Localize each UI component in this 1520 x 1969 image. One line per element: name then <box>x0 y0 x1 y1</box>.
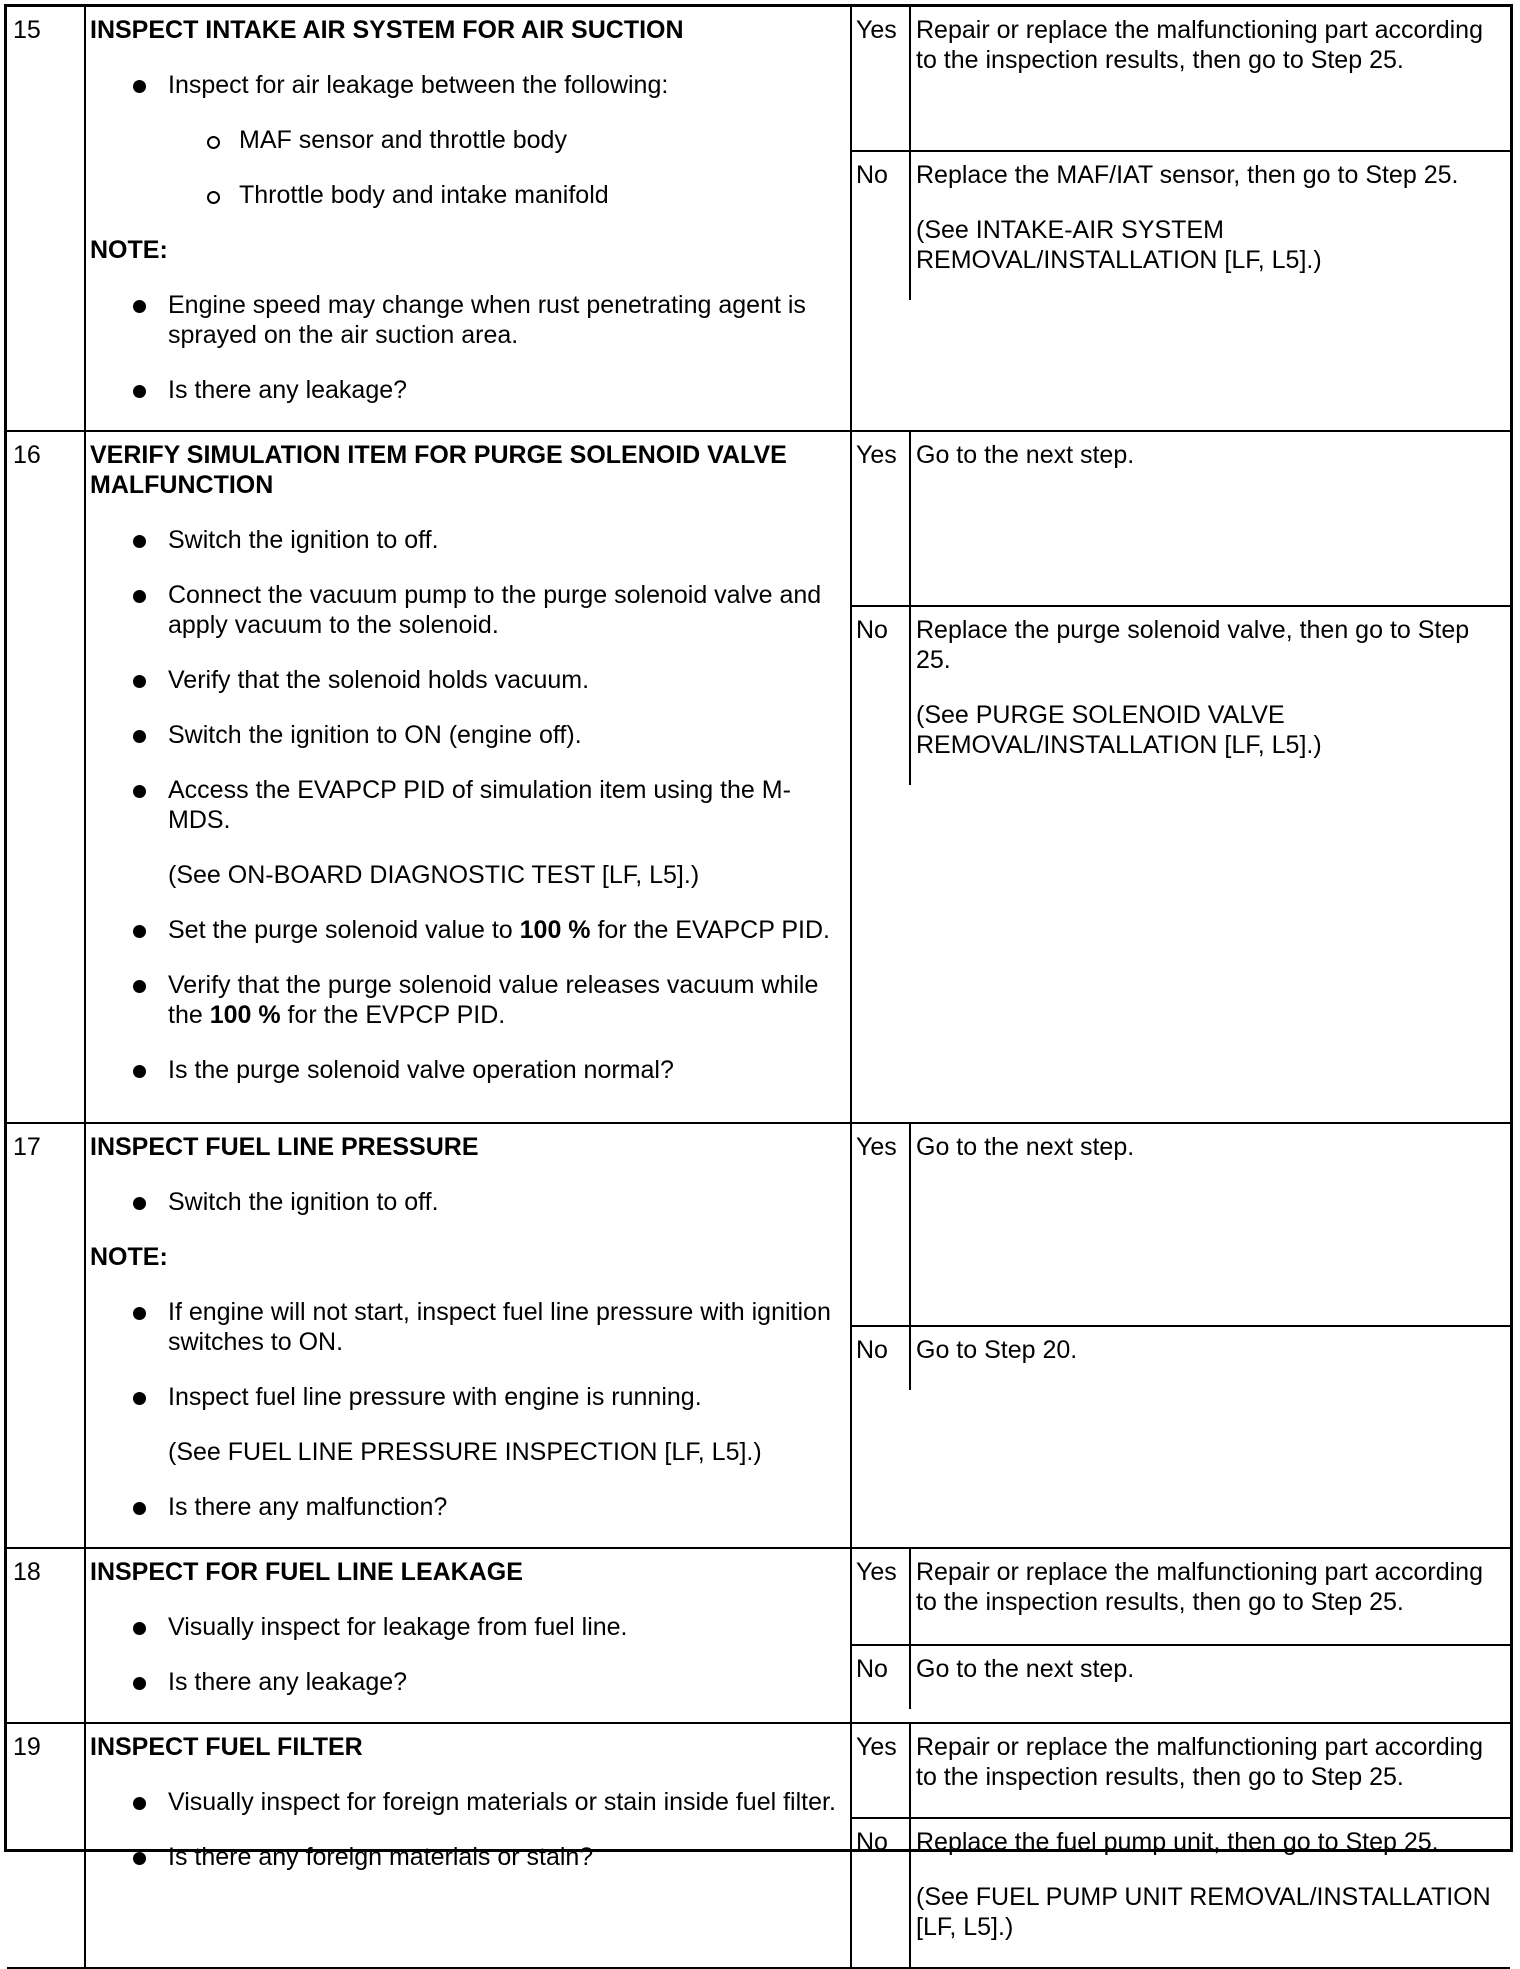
sub-bullet-item: MAF sensor and throttle body <box>90 125 846 155</box>
no-action <box>910 1326 1510 1390</box>
bullet-item: Verify that the solenoid holds vacuum. <box>90 665 846 695</box>
step-procedure <box>85 7 851 431</box>
yes-action-text: Go to the next step. <box>916 441 1135 469</box>
step-title: INSPECT FUEL LINE PRESSURE <box>90 1133 479 1161</box>
bullet-item <box>90 915 846 945</box>
no-result-row <box>852 151 1510 300</box>
no-label: No <box>852 606 910 785</box>
result-table <box>852 432 1510 785</box>
sub-bullet-item: Throttle body and intake manifold <box>90 180 846 210</box>
yes-action <box>910 432 1510 606</box>
yes-action <box>910 1724 1510 1818</box>
no-action <box>910 151 1510 300</box>
no-action-text: Go to Step 20. <box>916 1336 1078 1364</box>
step-number: 17 <box>7 1123 85 1548</box>
bullet-item: Is there any leakage? <box>90 375 846 405</box>
yes-result-row <box>852 1549 1510 1645</box>
yes-label: Yes <box>852 1549 910 1645</box>
reference-text: (See ON-BOARD DIAGNOSTIC TEST [LF, L5].) <box>168 861 700 889</box>
no-action-text: Replace the fuel pump unit, then go to Step 25. <box>916 1828 1439 1856</box>
step-row-17 <box>7 1123 1510 1548</box>
bullet-item: Connect the vacuum pump to the purge solenoid valve and apply vacuum to the solenoid. <box>90 580 846 640</box>
yes-action-text: Repair or replace the malfunctioning part according to the inspection results, then go to Step 25. <box>916 1558 1483 1616</box>
step-title: INSPECT FUEL FILTER <box>90 1733 363 1761</box>
bullet-item: If engine will not start, inspect fuel line pressure with ignition switches to ON. <box>90 1297 846 1357</box>
step-procedure <box>85 1123 851 1548</box>
no-action <box>910 1645 1510 1709</box>
bullet-item: Switch the ignition to off. <box>90 1187 846 1217</box>
no-result-row <box>852 1645 1510 1709</box>
no-result-row <box>852 606 1510 785</box>
yes-action-text: Repair or replace the malfunctioning part according to the inspection results, then go to Step 25. <box>916 1733 1483 1791</box>
step-procedure <box>85 1723 851 1968</box>
step-results <box>851 7 1510 431</box>
bullet-item: Switch the ignition to ON (engine off). <box>90 720 846 750</box>
bullet-item: Is there any malfunction? <box>90 1492 846 1522</box>
yes-result-row <box>852 7 1510 151</box>
no-action-text: Go to the next step. <box>916 1655 1135 1683</box>
no-label: No <box>852 1326 910 1390</box>
diagnostic-procedure-sheet <box>4 4 1513 1941</box>
bullet-item: Visually inspect for foreign materials or stain inside fuel filter. <box>90 1787 846 1817</box>
yes-result-row <box>852 1724 1510 1818</box>
step-number: 18 <box>7 1548 85 1723</box>
bold-value: 100 % <box>209 1001 281 1029</box>
yes-result-row <box>852 1124 1510 1326</box>
no-action <box>910 606 1510 785</box>
bold-value: 100 % <box>519 916 591 944</box>
step-row-19 <box>7 1723 1510 1968</box>
diagnostic-procedure-table <box>7 7 1510 1969</box>
step-results <box>851 1723 1510 1968</box>
step-number: 16 <box>7 431 85 1123</box>
bullet-text: for the EVAPCP PID. <box>590 916 830 944</box>
no-result-row <box>852 1326 1510 1390</box>
bullet-item: Access the EVAPCP PID of simulation item using the M-MDS. <box>90 775 846 835</box>
no-action-reference: (See PURGE SOLENOID VALVE REMOVAL/INSTALLATION [LF, L5].) <box>916 701 1322 759</box>
yes-action-text: Go to the next step. <box>916 1133 1135 1161</box>
reference-text: (See FUEL LINE PRESSURE INSPECTION [LF, L5].) <box>168 1438 762 1466</box>
bullet-item <box>90 970 846 1030</box>
yes-action-text: Repair or replace the malfunctioning part according to the inspection results, then go to Step 25. <box>916 16 1483 74</box>
yes-label: Yes <box>852 1724 910 1818</box>
step-title: VERIFY SIMULATION ITEM FOR PURGE SOLENOID VALVE MALFUNCTION <box>90 441 787 499</box>
no-action-text: Replace the MAF/IAT sensor, then go to Step 25. <box>916 161 1459 189</box>
result-table <box>852 1549 1510 1709</box>
no-label: No <box>852 151 910 300</box>
yes-action <box>910 1549 1510 1645</box>
yes-label: Yes <box>852 432 910 606</box>
step-results <box>851 1123 1510 1548</box>
step-results <box>851 431 1510 1123</box>
no-label: No <box>852 1818 910 1967</box>
note-label: NOTE: <box>90 236 168 264</box>
result-table <box>852 1124 1510 1390</box>
step-title: INSPECT FOR FUEL LINE LEAKAGE <box>90 1558 523 1586</box>
no-label: No <box>852 1645 910 1709</box>
result-table <box>852 7 1510 300</box>
bullet-item: Engine speed may change when rust penetrating agent is sprayed on the air suction area. <box>90 290 846 350</box>
result-table <box>852 1724 1510 1967</box>
step-procedure <box>85 1548 851 1723</box>
note-label: NOTE: <box>90 1243 168 1271</box>
step-procedure <box>85 431 851 1123</box>
yes-action <box>910 1124 1510 1326</box>
yes-action <box>910 7 1510 151</box>
bullet-item: Is the purge solenoid valve operation normal? <box>90 1055 846 1085</box>
step-title: INSPECT INTAKE AIR SYSTEM FOR AIR SUCTION <box>90 16 684 44</box>
bullet-text: Set the purge solenoid value to <box>168 916 520 944</box>
yes-result-row <box>852 432 1510 606</box>
step-row-18 <box>7 1548 1510 1723</box>
no-action-text: Replace the purge solenoid valve, then go to Step 25. <box>916 616 1470 674</box>
bullet-text: for the EVPCP PID. <box>280 1001 506 1029</box>
bullet-text: Verify that the purge solenoid value releases vacuum while the <box>168 971 819 1029</box>
bullet-item: Inspect fuel line pressure with engine is running. <box>90 1382 846 1412</box>
no-action-reference: (See FUEL PUMP UNIT REMOVAL/INSTALLATION [LF, L5].) <box>916 1883 1491 1941</box>
step-row-15 <box>7 7 1510 431</box>
step-number: 15 <box>7 7 85 431</box>
step-row-16 <box>7 431 1510 1123</box>
yes-label: Yes <box>852 7 910 151</box>
no-action-reference: (See INTAKE-AIR SYSTEM REMOVAL/INSTALLATION [LF, L5].) <box>916 216 1322 274</box>
yes-label: Yes <box>852 1124 910 1326</box>
bullet-item: Visually inspect for leakage from fuel line. <box>90 1612 846 1642</box>
bullet-item: Is there any leakage? <box>90 1667 846 1697</box>
step-results <box>851 1548 1510 1723</box>
bullet-item: Switch the ignition to off. <box>90 525 846 555</box>
no-action <box>910 1818 1510 1967</box>
bullet-item: Inspect for air leakage between the following: <box>90 70 846 100</box>
step-number: 19 <box>7 1723 85 1968</box>
bullet-item: Is there any foreign materials or stain? <box>90 1842 846 1872</box>
no-result-row <box>852 1818 1510 1967</box>
